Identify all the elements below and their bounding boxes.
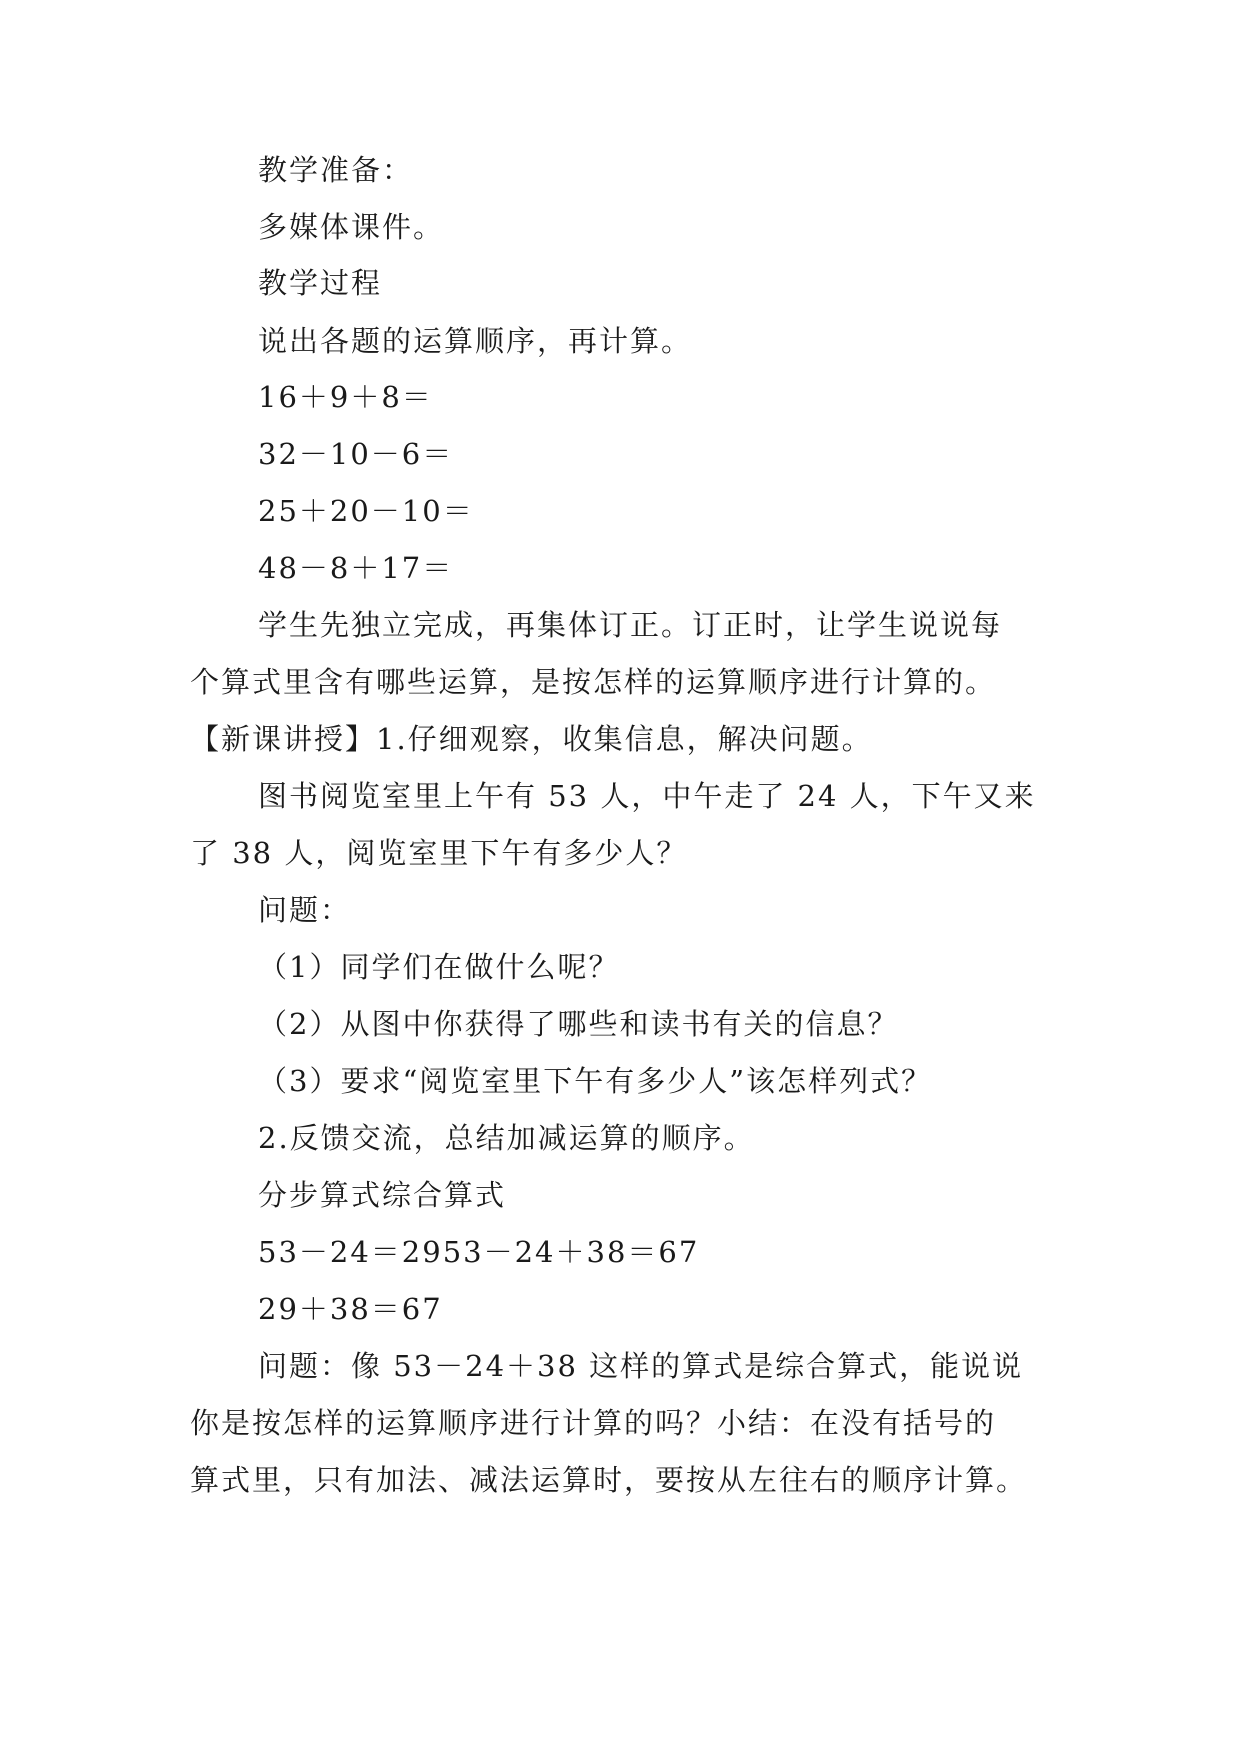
text-line: （1）同学们在做什么呢？ bbox=[258, 950, 620, 984]
text-line: 53－24＝2953－24＋38＝67 bbox=[258, 1235, 700, 1269]
text-line: 【新课讲授】1.仔细观察，收集信息，解决问题。 bbox=[190, 722, 873, 756]
text-line: （2）从图中你获得了哪些和读书有关的信息？ bbox=[258, 1007, 899, 1041]
text-line: 学生先独立完成，再集体订正。订正时，让学生说说每 bbox=[258, 608, 1003, 642]
text-line: 2.反馈交流，总结加减运算的顺序。 bbox=[258, 1121, 755, 1155]
text-line: 图书阅览室里上午有 53 人，中午走了 24 人，下午又来 bbox=[258, 779, 1036, 813]
text-line: （3）要求“阅览室里下午有多少人”该怎样列式？ bbox=[258, 1064, 933, 1098]
text-line: 问题：像 53－24＋38 这样的算式是综合算式，能说说 bbox=[258, 1349, 1024, 1383]
text-line: 教学过程 bbox=[258, 266, 383, 300]
text-line: 算式里，只有加法、减法运算时，要按从左往右的顺序计算。 bbox=[190, 1463, 1028, 1497]
text-line: 48－8＋17＝ bbox=[258, 551, 454, 585]
text-line: 个算式里含有哪些运算，是按怎样的运算顺序进行计算的。 bbox=[190, 665, 997, 699]
text-line: 分步算式综合算式 bbox=[258, 1178, 507, 1212]
text-line: 16＋9＋8＝ bbox=[258, 380, 433, 414]
text-line: 教学准备： bbox=[258, 153, 414, 187]
text-line: 说出各题的运算顺序，再计算。 bbox=[258, 324, 693, 358]
text-line: 了 38 人，阅览室里下午有多少人？ bbox=[190, 836, 688, 870]
text-line: 25＋20－10＝ bbox=[258, 494, 474, 528]
text-line: 多媒体课件。 bbox=[258, 210, 445, 244]
text-line: 32－10－6＝ bbox=[258, 437, 454, 471]
text-line: 29＋38＝67 bbox=[258, 1292, 443, 1326]
text-line: 问题： bbox=[258, 893, 352, 927]
text-line: 你是按怎样的运算顺序进行计算的吗？小结：在没有括号的 bbox=[190, 1406, 997, 1440]
